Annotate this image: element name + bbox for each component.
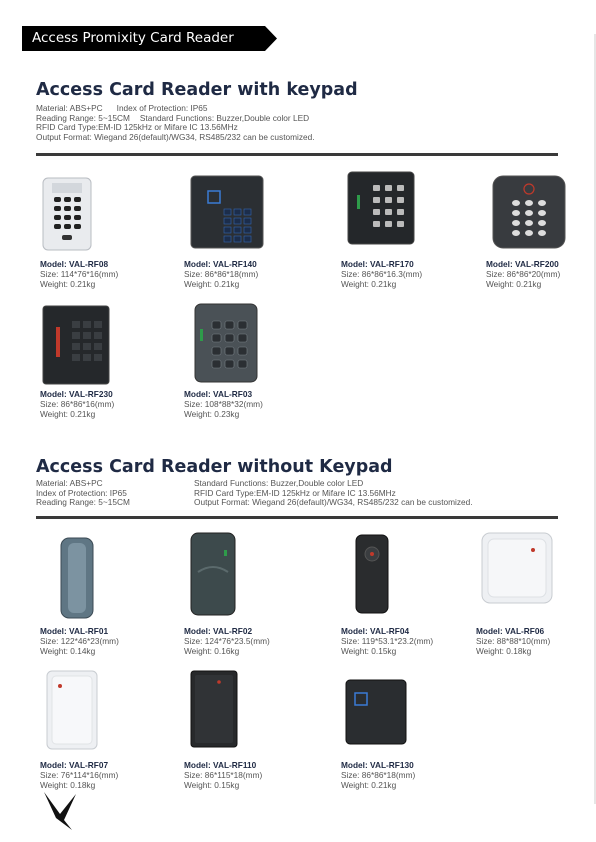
product-weight: Weight: 0.21kg bbox=[341, 278, 397, 289]
product-model: Model: VAL-RF170 bbox=[341, 259, 414, 269]
product-caption-rf170 bbox=[341, 260, 422, 289]
product-image-rf230 bbox=[42, 305, 110, 385]
product-caption-rf01 bbox=[40, 627, 119, 656]
product-image-rf170 bbox=[347, 171, 415, 245]
product-caption-rf02 bbox=[184, 627, 270, 656]
product-model: Model: VAL-RF04 bbox=[341, 626, 410, 636]
product-model: Model: VAL-RF08 bbox=[40, 259, 109, 269]
product-weight: Weight: 0.18kg bbox=[40, 779, 96, 790]
product-weight: Weight: 0.15kg bbox=[341, 645, 397, 656]
product-weight: Weight: 0.16kg bbox=[184, 645, 240, 656]
product-model: Model: VAL-RF110 bbox=[184, 760, 257, 770]
product-size: Size: 86*86*18(mm) bbox=[341, 769, 416, 780]
product-image-rf08 bbox=[42, 177, 92, 251]
product-model: Model: VAL-RF03 bbox=[184, 389, 253, 399]
product-caption-rf230 bbox=[40, 390, 114, 419]
product-weight: Weight: 0.15kg bbox=[184, 779, 240, 790]
product-model: Model: VAL-RF06 bbox=[476, 626, 545, 636]
product-image-rf03 bbox=[194, 303, 258, 383]
product-caption-rf03 bbox=[184, 390, 263, 419]
product-caption-rf200 bbox=[486, 260, 560, 289]
product-image-rf200 bbox=[492, 175, 566, 249]
product-size: Size: 86*86*18(mm) bbox=[184, 268, 259, 279]
product-image-rf130 bbox=[345, 679, 407, 745]
spec-reading-range: Reading Range: 5~15CM bbox=[36, 112, 130, 123]
product-weight: Weight: 0.21kg bbox=[184, 278, 240, 289]
product-caption-rf06 bbox=[476, 627, 550, 656]
section-heading-no-keypad: Access Card Reader without Keypad bbox=[36, 457, 393, 477]
product-size: Size: 86*86*16.3(mm) bbox=[341, 268, 423, 279]
product-weight: Weight: 0.21kg bbox=[486, 278, 542, 289]
product-weight: Weight: 0.18kg bbox=[476, 645, 532, 656]
section-divider bbox=[36, 153, 558, 156]
product-weight: Weight: 0.21kg bbox=[40, 408, 96, 419]
product-caption-rf140 bbox=[184, 260, 258, 289]
product-image-rf06 bbox=[481, 532, 553, 604]
product-caption-rf130 bbox=[341, 761, 415, 790]
product-caption-rf07 bbox=[40, 761, 118, 790]
spec-block-keypad bbox=[36, 104, 315, 142]
product-image-rf02 bbox=[190, 532, 236, 616]
spec-material: Material: ABS+PC bbox=[36, 103, 103, 113]
section-banner bbox=[22, 26, 277, 51]
product-model: Model: VAL-RF01 bbox=[40, 626, 109, 636]
product-weight: Weight: 0.23kg bbox=[184, 408, 240, 419]
product-image-rf110 bbox=[190, 670, 238, 748]
product-size: Size: 86*86*20(mm) bbox=[486, 268, 561, 279]
spec-output-format: Output Format: Wiegand 26(default)/WG34, RS485/232 can be customized. bbox=[36, 131, 315, 142]
product-model: Model: VAL-RF07 bbox=[40, 760, 109, 770]
product-model: Model: VAL-RF200 bbox=[486, 259, 559, 269]
product-size: Size: 86*86*16(mm) bbox=[40, 398, 115, 409]
product-size: Size: 122*46*23(mm) bbox=[40, 635, 119, 646]
spec-reading-range: Reading Range: 5~15CM bbox=[36, 497, 130, 508]
product-model: Model: VAL-RF230 bbox=[40, 389, 113, 399]
product-weight: Weight: 0.14kg bbox=[40, 645, 96, 656]
product-size: Size: 119*53.1*23.2(mm) bbox=[341, 635, 434, 646]
product-size: Size: 76*114*16(mm) bbox=[40, 769, 119, 780]
brand-logo bbox=[42, 790, 84, 832]
spec-functions: Standard Functions: Buzzer,Double color LED bbox=[139, 112, 310, 123]
spec-functions: Standard Functions: Buzzer,Double color LED bbox=[194, 478, 364, 488]
product-image-rf07 bbox=[46, 670, 98, 750]
spec-material: Material: ABS+PC bbox=[36, 478, 103, 488]
product-size: Size: 124*76*23.5(mm) bbox=[184, 635, 270, 646]
product-size: Size: 114*76*16(mm) bbox=[40, 268, 119, 279]
spec-protection: Index of Protection: IP65 bbox=[36, 487, 127, 498]
product-model: Model: VAL-RF130 bbox=[341, 760, 414, 770]
product-caption-rf110 bbox=[184, 761, 262, 790]
product-model: Model: VAL-RF140 bbox=[184, 259, 257, 269]
product-size: Size: 108*88*32(mm) bbox=[184, 398, 263, 409]
banner-title: Access Promixity Card Reader bbox=[32, 30, 234, 46]
spec-output-format: Output Format: Wiegand 26(default)/WG34, RS485/232 can be customized. bbox=[194, 497, 473, 508]
section-heading-keypad: Access Card Reader with keypad bbox=[36, 80, 358, 100]
spec-block-no-keypad-right bbox=[194, 479, 473, 508]
section-divider bbox=[36, 516, 558, 519]
product-caption-rf04 bbox=[341, 627, 433, 656]
product-weight: Weight: 0.21kg bbox=[341, 779, 397, 790]
product-image-rf140 bbox=[190, 175, 264, 249]
spec-card-type: RFID Card Type:EM-ID 125kHz or Mifare IC 13.56MHz bbox=[36, 122, 238, 133]
product-weight: Weight: 0.21kg bbox=[40, 278, 96, 289]
spec-block-no-keypad-left bbox=[36, 479, 130, 508]
product-size: Size: 88*88*10(mm) bbox=[476, 635, 551, 646]
spec-protection: Index of Protection: IP65 bbox=[116, 103, 208, 113]
product-model: Model: VAL-RF02 bbox=[184, 626, 253, 636]
product-caption-rf08 bbox=[40, 260, 118, 289]
product-image-rf01 bbox=[60, 537, 94, 619]
product-size: Size: 86*115*18(mm) bbox=[184, 769, 263, 780]
spec-card-type: RFID Card Type:EM-ID 125kHz or Mifare IC 13.56MHz bbox=[194, 487, 396, 498]
product-image-rf04 bbox=[355, 534, 389, 614]
